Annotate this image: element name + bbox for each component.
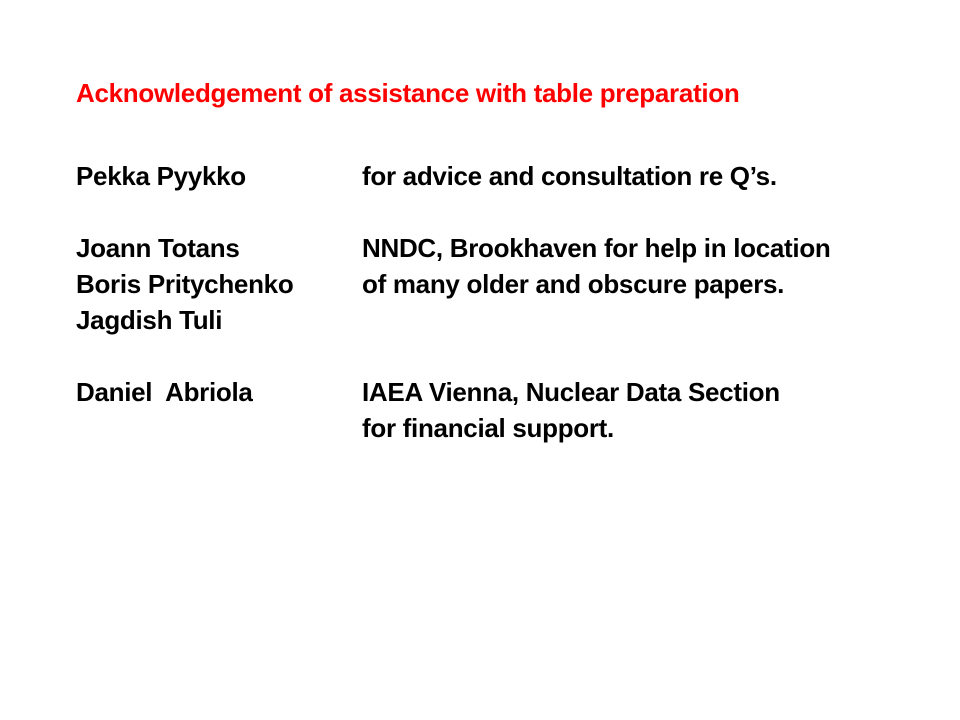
person-name [76, 410, 362, 446]
acknowledgement-row [76, 302, 936, 338]
acknowledgement-row [76, 266, 936, 302]
acknowledgement-row [76, 410, 936, 446]
person-name: Boris Pritychenko [76, 269, 294, 299]
acknowledgement-row [76, 374, 936, 410]
person-name: Jagdish Tuli [76, 305, 223, 335]
person-name: Daniel Abriola [76, 377, 253, 407]
acknowledgement-row [76, 230, 936, 266]
group-spacer [76, 338, 936, 374]
acknowledgement-detail: of many older and obscure papers. [362, 269, 785, 299]
acknowledgement-detail: for advice and consultation re Q’s. [362, 161, 777, 191]
acknowledgement-detail: IAEA Vienna, Nuclear Data Section [362, 377, 780, 407]
person-name: Joann Totans [76, 233, 240, 263]
person-name: Pekka Pyykko [76, 161, 246, 191]
group-spacer [76, 194, 936, 230]
acknowledgement-detail: NNDC, Brookhaven for help in location [362, 233, 831, 263]
slide-title: Acknowledgement of assistance with table preparation [76, 78, 740, 108]
acknowledgement-row [76, 158, 936, 194]
acknowledgement-detail [362, 302, 936, 338]
acknowledgement-detail: for financial support. [362, 413, 614, 443]
acknowledgement-list [76, 158, 936, 446]
